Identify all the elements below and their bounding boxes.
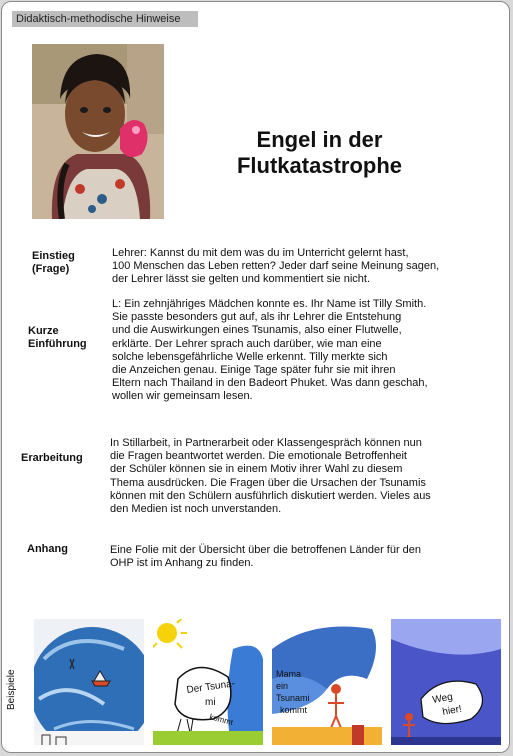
- page-title: [212, 127, 427, 179]
- section-tag: Didaktisch-methodische Hinweise: [12, 11, 198, 27]
- text-einstieg: Lehrer: Kannst du mit dem was du im Unterricht gelernt hast, 100 Menschen das Leben retten? Jeder darf seine Meinung sagen, der Lehrer lässt sie gelten und kommentiert sie nicht.: [112, 247, 440, 286]
- worksheet-page: [1, 1, 510, 753]
- example-drawing-1: [34, 619, 144, 745]
- label-einstieg: Einstieg (Frage): [32, 250, 75, 275]
- example-drawing-2: [153, 619, 263, 745]
- svg-text:Mama: Mama: [276, 669, 302, 679]
- example-drawing-3: [272, 619, 382, 745]
- text-erarbeitung: In Stillarbeit, in Partnerarbeit oder Klassengespräch können nun die Fragen beantwortet werden. Die emotionale Betroffenheit der Schüler können sie in einem Motiv ihrer Wahl zu diesem Thema ausdrücken. Die Fragen über die Ursachen der Tsunamis können mit den Schülern ausführlich diskutiert werden. Vieles aus den Medien ist noch unverstanden.: [110, 437, 431, 516]
- examples-label: Beispiele: [6, 669, 17, 710]
- text-anhang: Eine Folie mit der Übersicht über die betroffenen Länder für den OHP ist im Anhang zu finden.: [110, 544, 422, 570]
- label-kurze-einfuehrung: Kurze Einführung: [28, 325, 87, 350]
- girl-photo: [32, 44, 164, 219]
- label-anhang: Anhang: [27, 543, 68, 555]
- title-line-1: Engel in der: [256, 127, 383, 152]
- example-drawing-4: [391, 619, 501, 745]
- svg-text:hier!: hier!: [441, 703, 463, 718]
- svg-text:kommt: kommt: [208, 712, 234, 728]
- svg-text:mi: mi: [205, 697, 216, 708]
- svg-text:Tsunami: Tsunami: [276, 693, 310, 703]
- svg-text:Weg: Weg: [431, 691, 454, 706]
- title-line-2: Flutkatastrophe: [236, 153, 403, 178]
- svg-text:Der Tsuna-: Der Tsuna-: [185, 678, 236, 696]
- text-kurze-einfuehrung: L: Ein zehnjähriges Mädchen konnte es. Ihr Name ist Tilly Smith. Sie passte besonders gut auf, als ihr Lehrer die Entstehung und die Auswirkungen eines Tsunamis, also einer Flutwelle, erklärte. Der Lehrer sprach auch darüber, wie man eine solche lebensgefährliche Welle erkennt. Tilly merkte sich die Anzeichen genau. Einige Tage später fuhr sie mit ihren Eltern nach Thailand in den Badeort Phuket. Was dann geschah, wollen wir gemeinsam lesen.: [112, 298, 428, 403]
- svg-text:ein: ein: [276, 681, 289, 691]
- label-erarbeitung: Erarbeitung: [21, 452, 83, 464]
- svg-text:kommt: kommt: [280, 705, 307, 715]
